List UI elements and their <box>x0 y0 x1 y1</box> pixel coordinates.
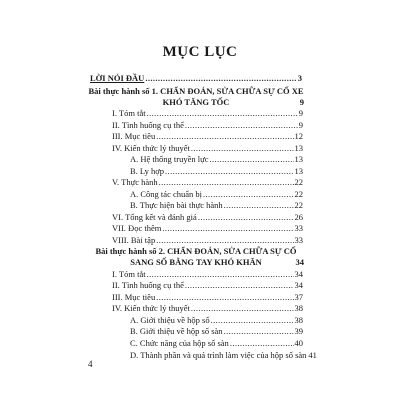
toc-entry-label: V. Thực hành <box>112 177 158 187</box>
toc-entry <box>112 120 303 131</box>
toc-entry-page: 13 <box>294 154 303 164</box>
toc-entry <box>112 269 303 280</box>
toc-entry <box>130 154 303 165</box>
toc-entry-label: IV. Kiến thức lý thuyết <box>112 143 190 153</box>
toc-entry <box>130 350 317 361</box>
toc-entry-page: 9 <box>298 108 303 118</box>
toc-entry-page: 3 <box>297 73 302 83</box>
leader-dots <box>147 108 298 119</box>
toc-entry <box>112 235 303 246</box>
leader-dots <box>191 143 294 154</box>
page-title: MỤC LỤC <box>162 44 238 60</box>
leader-dots <box>156 235 293 246</box>
toc-entry <box>112 303 303 314</box>
toc-entry-label: VI. Tổng kết và đánh giá <box>112 212 197 222</box>
toc-entry <box>130 338 303 349</box>
toc-entry-label: C. Chức năng của hộp số sàn <box>130 338 229 348</box>
toc-entry-page: 12 <box>294 131 303 141</box>
toc-entry-preface <box>90 73 302 84</box>
toc-entry-page: 41 <box>308 350 317 360</box>
section-heading-text: Bài thực hành số 1. CHẨN ĐOÁN, SỬA CHỮA SỰ CỐ XE KHÓ TĂNG TỐC <box>88 86 304 107</box>
toc-entry-page: 38 <box>294 315 303 325</box>
leader-dots <box>165 166 293 177</box>
toc-entry-label: II. Tình huống cụ thể <box>112 280 184 290</box>
leader-dots <box>185 280 294 291</box>
leader-dots <box>198 212 294 223</box>
leader-dots <box>203 189 294 200</box>
leader-dots <box>230 338 294 349</box>
leader-dots <box>156 131 293 142</box>
toc-entry-label: D. Thành phần và quá trình làm việc của hộp số sàn <box>130 350 307 360</box>
toc-entry-label: LỜI NÓI ĐẦU <box>90 73 145 83</box>
toc-entry <box>112 212 303 223</box>
toc-entry <box>112 280 303 291</box>
toc-entry-label: B. Giới thiệu về hộp số sàn <box>130 326 223 336</box>
section-heading-2 <box>88 246 304 267</box>
toc-entry-page: 33 <box>294 235 303 245</box>
toc-entry-page: 34 <box>294 269 303 279</box>
toc-entry-label: III. Mục tiêu <box>112 292 156 302</box>
toc-entry-page: 22 <box>294 189 303 199</box>
leader-dots <box>211 315 294 326</box>
toc-entry <box>112 292 303 303</box>
toc-entry-label: A. Hệ thống truyền lực <box>130 154 209 164</box>
toc-entry-label: IV. Kiến thức lý thuyết <box>112 303 190 313</box>
toc-entry <box>112 108 303 119</box>
toc-entry <box>112 131 303 142</box>
toc-entry-page: 39 <box>294 326 303 336</box>
section-heading-page: 34 <box>295 256 304 267</box>
toc-entry-page: 34 <box>294 280 303 290</box>
toc-entry-label: I. Tóm tắt <box>112 269 146 279</box>
leader-dots <box>210 154 294 165</box>
toc-entry-page: 26 <box>294 212 303 222</box>
toc-entry-label: B. Ly hợp <box>130 166 165 176</box>
toc-entry <box>130 200 303 211</box>
toc-entry-label: I. Tóm tắt <box>112 108 146 118</box>
toc-entry <box>130 166 303 177</box>
leader-dots <box>159 177 294 188</box>
toc-entry-label: VIII. Bài tập <box>112 235 156 245</box>
page-number: 4 <box>88 359 93 369</box>
toc-entry-page: 37 <box>294 292 303 302</box>
toc-entry-label: B. Thực hiện bài thực hành <box>130 200 223 210</box>
leader-dots <box>224 326 294 337</box>
toc-entry-label: A. Công tác chuẩn bị <box>130 189 202 199</box>
toc-entry-page: 9 <box>298 120 303 130</box>
leader-dots <box>185 120 298 131</box>
section-heading-1 <box>88 86 304 107</box>
toc-entry-page: 33 <box>294 223 303 233</box>
toc-entry-page: 22 <box>294 200 303 210</box>
toc-entry-page: 13 <box>294 143 303 153</box>
section-heading-text: Bài thực hành số 2. CHẨN ĐOÁN, SỬA CHỮA SỰ CỐ SANG SỐ BẰNG TAY KHÓ KHĂN <box>95 246 297 267</box>
leader-dots <box>145 73 296 84</box>
toc-entry <box>130 315 303 326</box>
toc-entry <box>130 326 303 337</box>
section-heading-page: 9 <box>299 96 304 107</box>
toc-entry-label: III. Mục tiêu <box>112 131 156 141</box>
toc-entry <box>130 189 303 200</box>
leader-dots <box>191 303 294 314</box>
toc-entry <box>112 177 303 188</box>
toc-entry <box>112 223 303 234</box>
toc-entry <box>112 143 303 154</box>
toc-entry-page: 22 <box>294 177 303 187</box>
toc-entry-label: A. Giới thiệu về hộp số <box>130 315 210 325</box>
leader-dots <box>224 200 294 211</box>
leader-dots <box>162 223 293 234</box>
toc-entry-page: 38 <box>294 303 303 313</box>
leader-dots <box>156 292 293 303</box>
toc-entry-label: II. Tình huống cụ thể <box>112 120 184 130</box>
leader-dots <box>147 269 294 280</box>
toc-entry-label: VII. Đọc thêm <box>112 223 162 233</box>
toc-entry-page: 13 <box>294 166 303 176</box>
toc-entry-page: 40 <box>294 338 303 348</box>
